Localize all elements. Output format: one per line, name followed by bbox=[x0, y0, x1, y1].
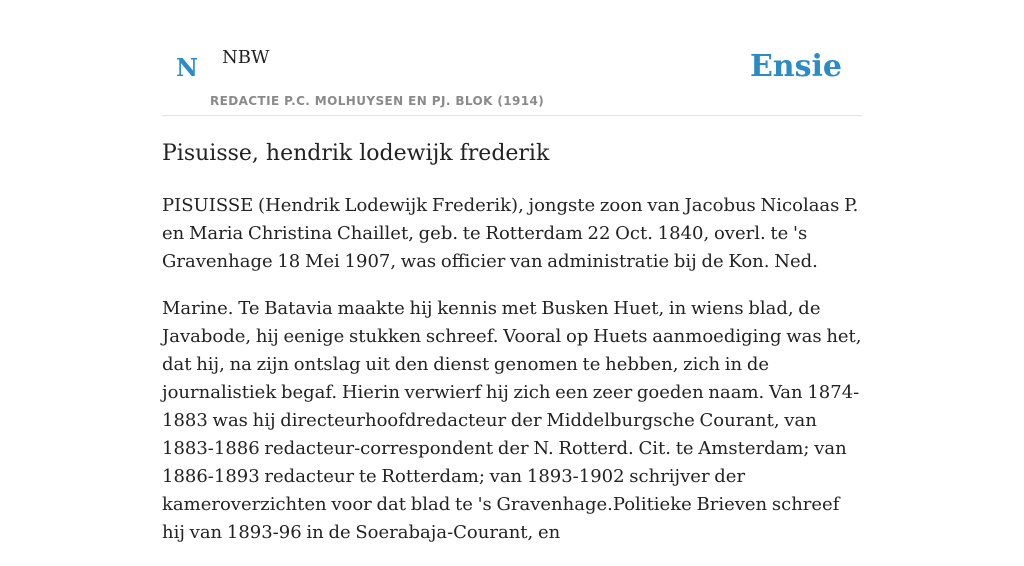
source-header bbox=[162, 0, 862, 116]
brand-logo[interactable]: Ensie bbox=[749, 49, 842, 84]
source-logo[interactable]: N bbox=[176, 53, 198, 82]
article-body bbox=[162, 192, 862, 566]
article-title: Pisuisse, hendrik lodewijk frederik bbox=[162, 141, 550, 166]
source-title[interactable]: NBW bbox=[222, 47, 270, 68]
article-page bbox=[162, 0, 862, 543]
source-subtitle: REDACTIE P.C. MOLHUYSEN EN PJ. BLOK (1914) bbox=[210, 94, 545, 108]
article-paragraph: Marine. Te Batavia maakte hij kennis met Busken Huet, in wiens blad, de Javabode, hij eenige stukken schreef. Vooral op Huets aanmoediging was het, dat hij, na zijn ontslag uit den dienst genomen te hebben, zich in de journalistiek begaf. Hierin verwierf hij zich een zeer goeden naam. Van 1874-1883 was hij directeurhoofdredacteur der Middelburgsche Courant, van 1883-1886 redacteur-correspondent der N. Rotterd. Cit. te Amsterdam; van 1886-1893 redacteur te Rotterdam; van 1893-1902 schrijver der kameroverzichten voor dat blad te 's Gravenhage.Politieke Brieven schreef hij van 1893-96 in de Soerabaja-Courant, en bbox=[162, 298, 862, 543]
article-paragraph: PISUISSE (Hendrik Lodewijk Frederik), jongste zoon van Jacobus Nicolaas P. en Maria Christina Chaillet, geb. te Rotterdam 22 Oct. 1840, overl. te 's Gravenhage 18 Mei 1907, was officier van administratie bij de Kon. Ned. bbox=[162, 195, 859, 272]
